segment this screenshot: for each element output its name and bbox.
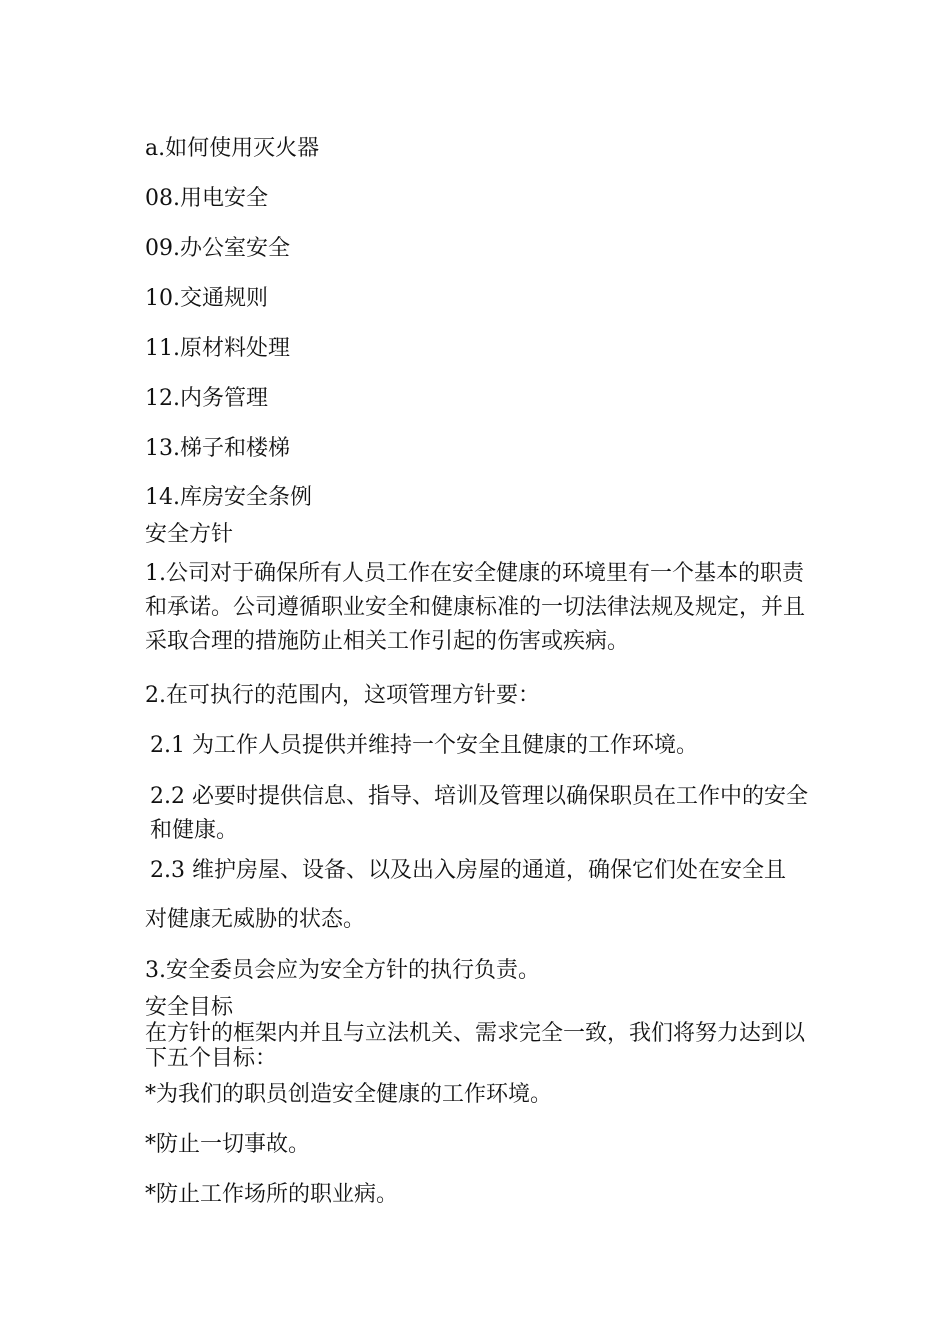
toc-item: a.如何使用灭火器	[145, 136, 320, 161]
goal-item: *为我们的职员创造安全健康的工作环境。	[145, 1082, 553, 1107]
toc-item: 14.库房安全条例	[145, 485, 312, 510]
policy-item-2-3-line-1: 2.3 维护房屋、设备、以及出入房屋的通道，确保它们处在安全且	[150, 858, 786, 883]
policy-item-2-3-line-2: 对健康无威胁的状态。	[145, 907, 366, 932]
toc-item: 11.原材料处理	[145, 336, 290, 361]
policy-paragraph-3: 3.安全委员会应为安全方针的执行负责。	[145, 958, 540, 983]
section-heading-goals: 安全目标	[145, 995, 234, 1020]
section-heading-policy: 安全方针	[145, 522, 234, 547]
policy-paragraph-2: 2.在可执行的范围内，这项管理方针要：	[145, 683, 540, 708]
goal-item: *防止工作场所的职业病。	[145, 1182, 399, 1207]
toc-item: 08.用电安全	[145, 186, 268, 211]
toc-item: 12.内务管理	[145, 386, 268, 411]
policy-item-2-1: 2.1 为工作人员提供并维持一个安全且健康的工作环境。	[150, 733, 698, 758]
toc-item: 09.办公室安全	[145, 236, 290, 261]
policy-paragraph-1: 1.公司对于确保所有人员工作在安全健康的环境里有一个基本的职责和承诺。公司遵循职业安全和健康标准的一切法律法规及规定，并且采取合理的措施防止相关工作引起的伤害或疾病。	[145, 561, 806, 654]
goals-intro: 在方针的框架内并且与立法机关、需求完全一致，我们将努力达到以下五个目标：	[145, 1021, 806, 1071]
toc-item: 10.交通规则	[145, 286, 268, 311]
goal-item: *防止一切事故。	[145, 1132, 311, 1157]
policy-item-2-2: 2.2 必要时提供信息、指导、培训及管理以确保职员在工作中的安全和健康。	[150, 784, 808, 843]
toc-item: 13.梯子和楼梯	[145, 436, 290, 461]
